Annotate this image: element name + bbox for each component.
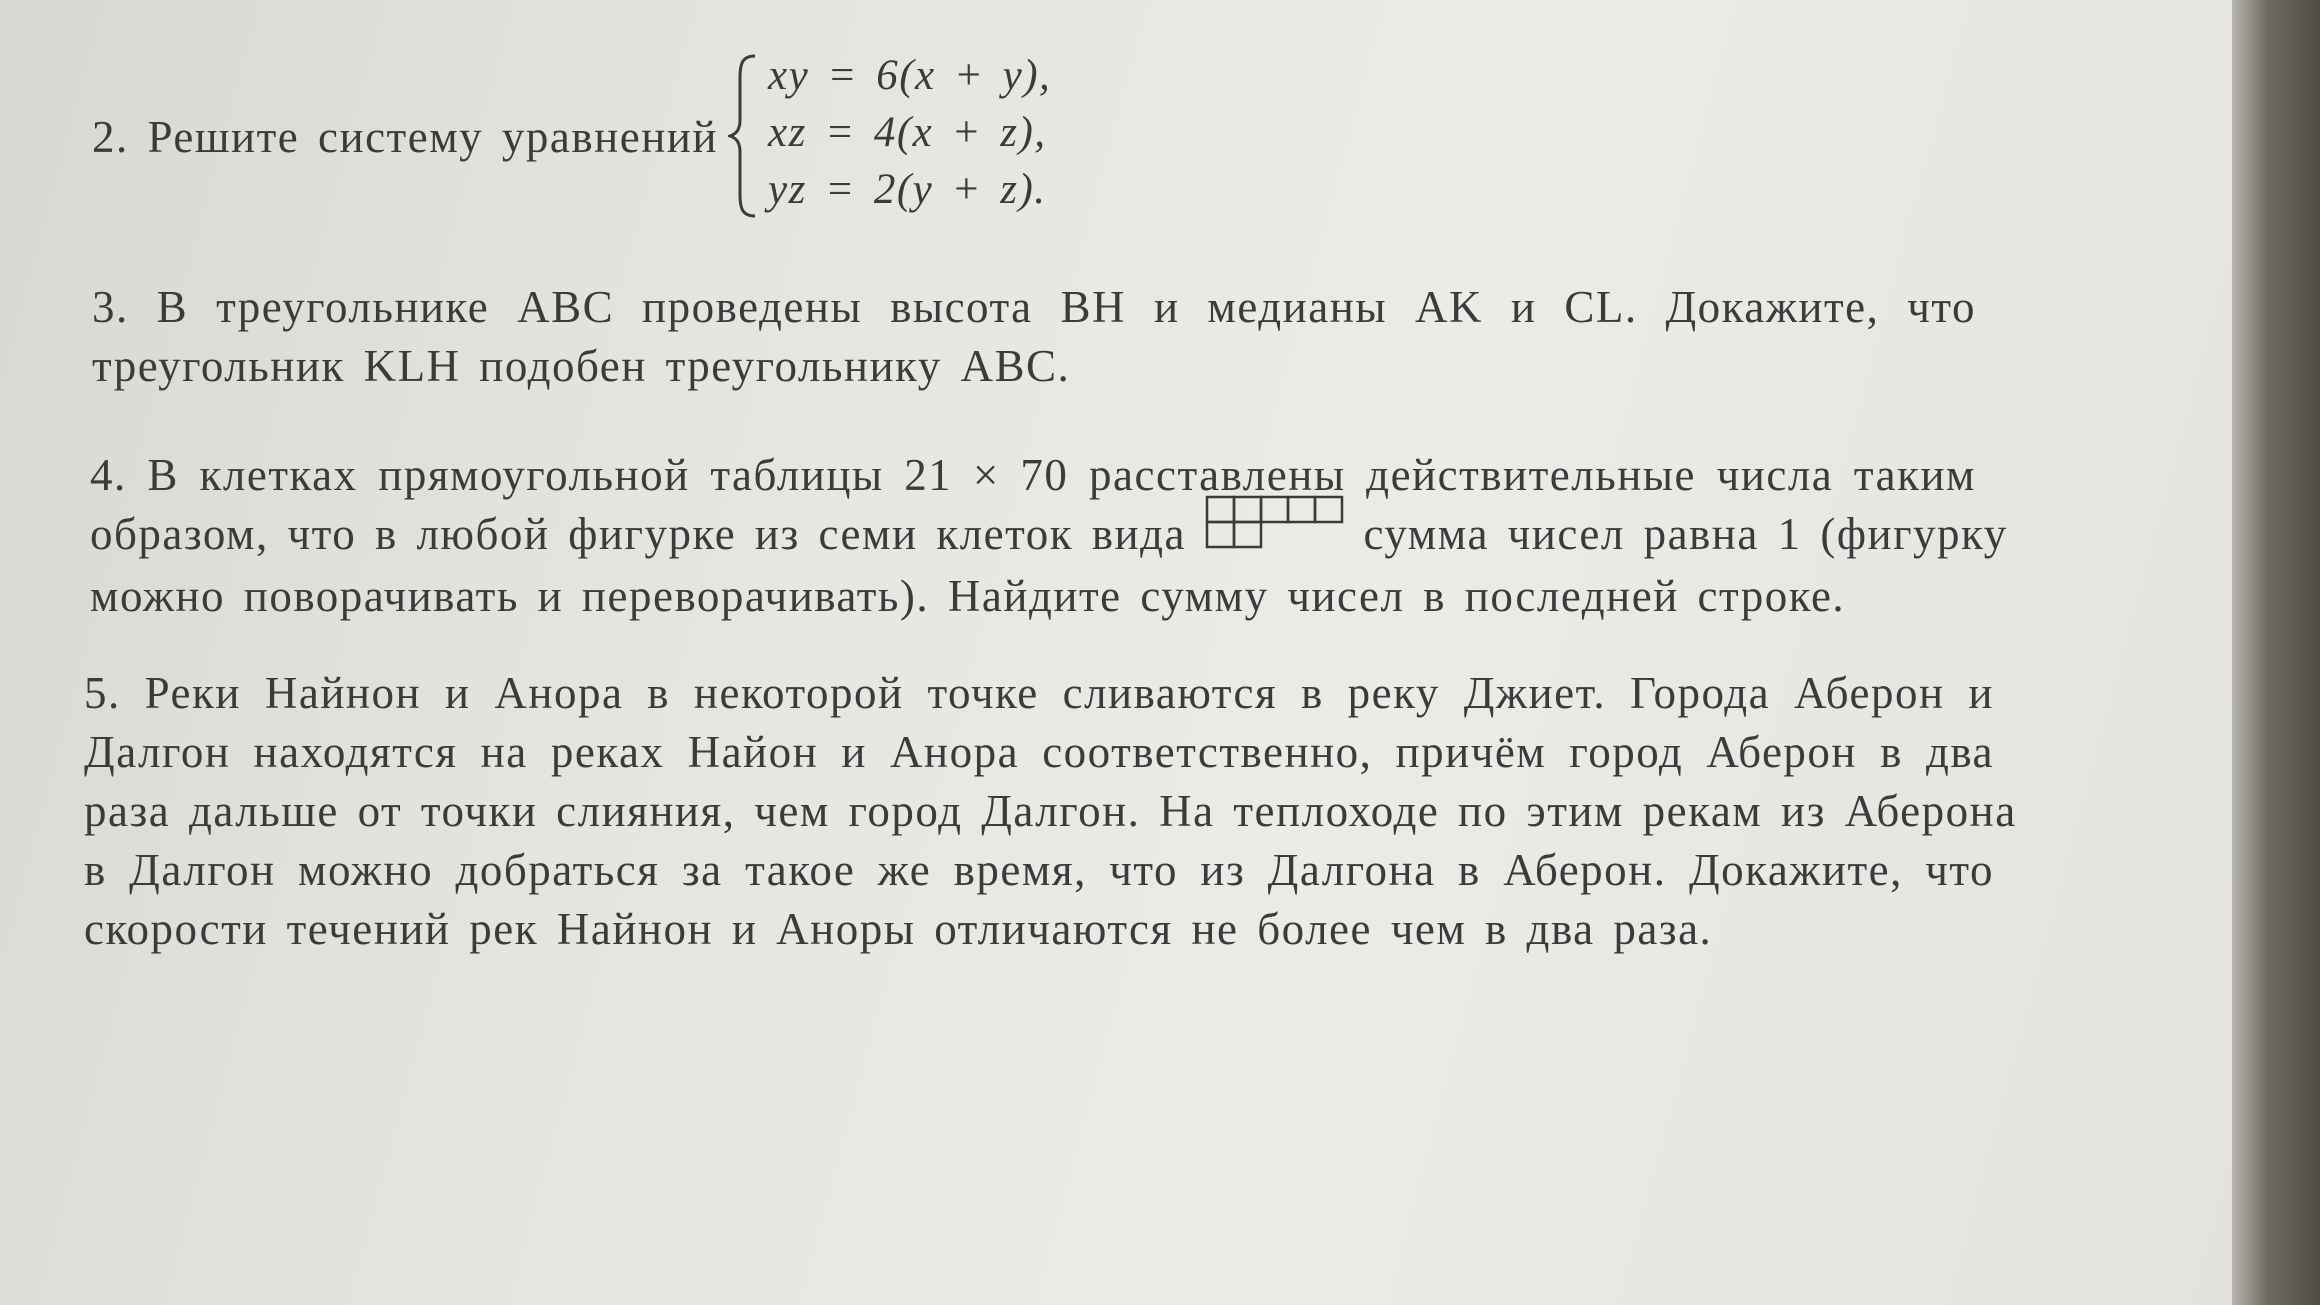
task-3-line-2: треугольник KLH подобен треугольнику ABC. (92, 341, 1071, 391)
task-4-line-1: 4. В клетках прямоугольной таблицы 21 × 70 расставлены действительные числа таким (90, 450, 1976, 500)
equation-1: xy = 6(x + y), (768, 52, 1052, 99)
task-5-line-2: Далгон находятся на реках Найон и Анора соответственно, причём город Аберон в два (84, 727, 1994, 777)
equation-3: yz = 2(y + z). (768, 166, 1047, 213)
task-4-line-2-start: образом, что в любой фигурке из семи клеток вида (90, 509, 1187, 559)
task-3-line-1: 3. В треугольнике ABC проведены высота BH и медианы AK и CL. Докажите, что (92, 282, 1976, 332)
task-3 (92, 278, 1976, 396)
task-5 (84, 664, 2017, 959)
seven-cell-figure-icon (1205, 495, 1345, 551)
task-5-line-3: раза дальше от точки слияния, чем город Далгон. На теплоходе по этим рекам из Аберона (84, 786, 2017, 836)
task-4-line-2 (90, 505, 2008, 567)
desk-background (2232, 0, 2320, 1305)
task-4-line-3: можно поворачивать и переворачивать). Найдите сумму чисел в последней строке. (90, 570, 1846, 621)
task-5-line-1: 5. Реки Найнон и Анора в некоторой точке сливаются в реку Джиет. Города Аберон и (84, 668, 1994, 718)
left-brace-icon (728, 54, 758, 218)
equation-2: xz = 4(x + z), (768, 109, 1047, 156)
equation-system (728, 50, 1052, 230)
task-4 (90, 446, 2008, 626)
task-5-line-4: в Далгон можно добраться за такое же время, что из Далгона в Аберон. Докажите, что (84, 845, 1994, 895)
task-5-line-5: скорости течений рек Найнон и Аноры отличаются не более чем в два раза. (84, 904, 1713, 954)
task-4-line-2-end: сумма чисел равна 1 (фигурку (1363, 509, 2008, 559)
task-2-intro: 2. Решите систему уравнений (92, 112, 718, 162)
